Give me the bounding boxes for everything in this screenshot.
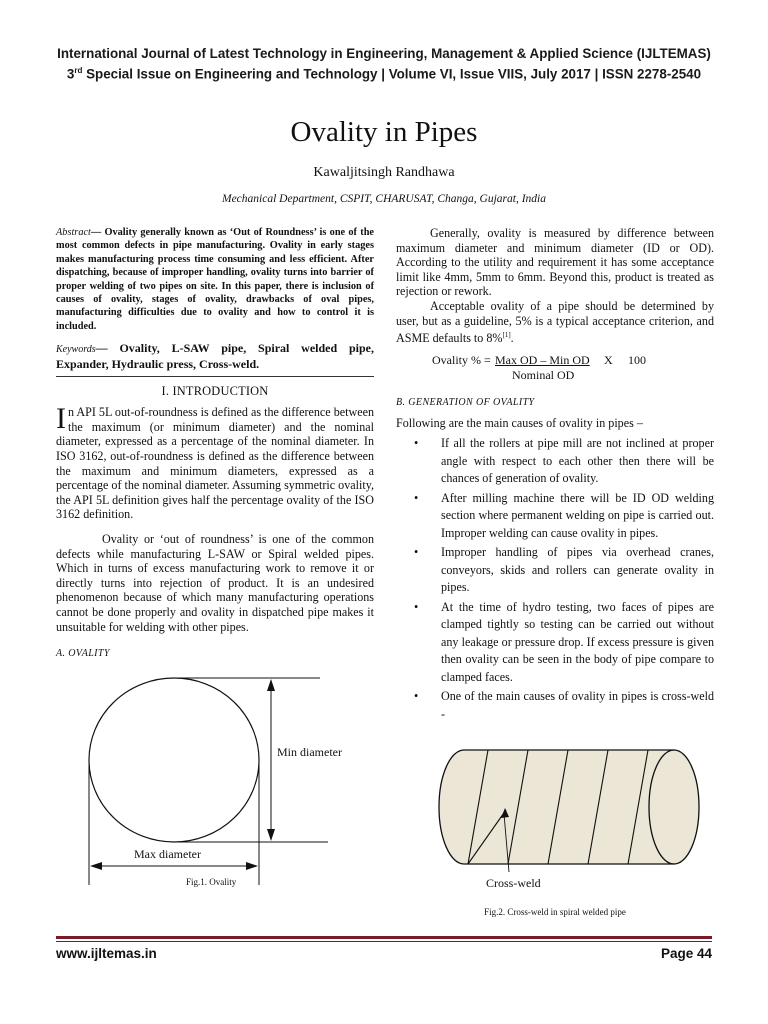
footer-rule-thin xyxy=(56,941,712,942)
figure-1-caption: Fig.1. Ovality xyxy=(186,877,237,888)
causes-list xyxy=(396,435,714,723)
right-paragraph-2 xyxy=(396,299,714,346)
issue-number: 3 xyxy=(66,66,75,82)
abstract-text: — Ovality generally known as ‘Out of Roundness’ is one of the most common defects in pipe manufacturing. Ovality in early stages makes manufacturing process time consuming and less efficient. After dispatching, because of improper handling, ovality turns into barrier of proper welding of two pipes on site. In this paper, there is inclusion of causes of ovality, stages of ovality, drawbacks of oval pipes, manufacturing difficulties due to ovality and how to control it is included. xyxy=(56,227,374,332)
issue-ordinal: rd xyxy=(74,66,83,75)
right-paragraph-1: Generally, ovality is measured by difference between maximum diameter and minimum diameter (ID or OD). According to the utility and requirement it has some acceptance limit like 4mm, 5mm to 6mm. Beyond this, product is treated as rejection or rework. xyxy=(396,226,714,299)
paper-title: Ovality in Pipes xyxy=(290,116,478,148)
abstract xyxy=(56,226,374,333)
min-diameter-label: Min diameter xyxy=(277,745,342,760)
keywords-label: Keywords xyxy=(56,344,96,356)
keywords xyxy=(56,341,374,372)
cross-weld-label: Cross-weld xyxy=(486,876,541,890)
acceptance-end: . xyxy=(510,331,514,346)
formula-lhs: Ovality % = xyxy=(432,352,491,367)
formula-times: X xyxy=(604,352,613,367)
formula-hundred: 100 xyxy=(628,352,646,367)
journal-website: www.ijltemas.in xyxy=(56,946,157,961)
issue-details: Special Issue on Engineering and Technology | Volume VI, Issue VIIS, July 2017 | ISSN 2278-2540 xyxy=(82,66,702,82)
causes-intro: Following are the main causes of ovality in pipes – xyxy=(396,415,643,430)
abstract-divider xyxy=(56,376,374,377)
ovality-figure xyxy=(56,665,374,889)
intro-paragraph-1-text: n API 5L out-of-roundness is defined as the difference between the maximum (or minimum diameter) and the nominal diameter, expressed as a percentage of the nominal diameter. In ISO 3162, out-of-roundness is defined as the difference between the maximum and minimum diameters, expressed as a percentage of the nominal diameter. Assuming symmetric ovality, the API 5L definition gives half the percentage ovality of the ISO 3162 definition. xyxy=(56,405,374,522)
abstract-label: Abstract xyxy=(56,227,91,238)
list-item: • One of the main causes of ovality in pipes is cross-weld - xyxy=(441,688,714,723)
list-item: • At the time of hydro testing, two faces of pipes are clamped tightly so testing can be carried out without any leakage or pressure drop. If excess pressure is given then ovality can be seen in the body of pipe compare to clamped faces. xyxy=(441,599,714,687)
min-diameter-arrow-bottom xyxy=(267,829,275,841)
formula-numerator: Max OD – Min OD xyxy=(495,352,590,367)
right-column xyxy=(396,226,714,725)
max-diameter-label: Max diameter xyxy=(134,847,201,862)
max-diameter-arrow-right xyxy=(246,862,258,870)
oval-pipe-section xyxy=(89,678,259,842)
footer-rule-thick xyxy=(56,936,712,939)
list-item: • Improper handling of pipes via overhead cranes, conveyors, skids and rollers can generate ovality in pipes. xyxy=(441,544,714,597)
author-name: Kawaljitsingh Randhawa xyxy=(313,165,455,180)
author-affiliation: Mechanical Department, CSPIT, CHARUSAT, Changa, Gujarat, India xyxy=(222,193,546,205)
formula-denominator: Nominal OD xyxy=(512,367,575,382)
min-diameter-arrow-top xyxy=(267,679,275,691)
cross-weld-diagram xyxy=(424,748,724,898)
page-number: Page 44 xyxy=(660,946,712,961)
cross-weld-figure xyxy=(424,748,724,898)
acceptance-text: Acceptable ovality of a pipe should be determined by user, but as a guideline, 5% is a typical acceptance criterion, and ASME defaults to 8% xyxy=(396,298,714,346)
max-diameter-arrow-left xyxy=(90,862,102,870)
intro-paragraph-2: Ovality or ‘out of roundness’ is one of the common defects while manufacturing L-SAW or Spiral welded pipes. Which in turns of excess manufacturing work to remove it or directly turns into rejection of product. It is an undesired phenomenon because of which many manufacturing operations cannot be done properly and ovality in dispatched pipe makes it unsuitable for welding with other pipes. xyxy=(56,532,374,634)
list-item: • If all the rollers at pipe mill are not inclined at proper angle with respect to each other then there will be chances of generation of ovality. xyxy=(441,435,714,488)
ovality-formula xyxy=(396,353,714,387)
drop-cap: I xyxy=(56,402,66,436)
left-column xyxy=(56,226,374,887)
journal-header: International Journal of Latest Technology in Engineering, Management & Applied Science (IJLTEMAS) xyxy=(57,46,711,61)
introduction-heading: I. INTRODUCTION xyxy=(161,384,269,399)
issue-header xyxy=(0,66,768,81)
figure-2-caption: Fig.2. Cross-weld in spiral welded pipe xyxy=(484,907,626,917)
intro-paragraph-1 xyxy=(56,402,374,522)
ovality-subheading: A. OVALITY xyxy=(56,648,110,660)
ovality-diagram xyxy=(56,665,374,889)
generation-subheading: B. GENERATION OF OVALITY xyxy=(396,396,535,408)
citation-ref: [1] xyxy=(502,331,511,340)
keywords-text: — Ovality, L-SAW pipe, Spiral welded pipe, Expander, Hydraulic press, Cross-weld. xyxy=(56,341,374,372)
list-item: • After milling machine there will be ID OD welding section where permanent welding on pipe is carried out. Improper welding can cause ovality in pipes. xyxy=(441,490,714,543)
